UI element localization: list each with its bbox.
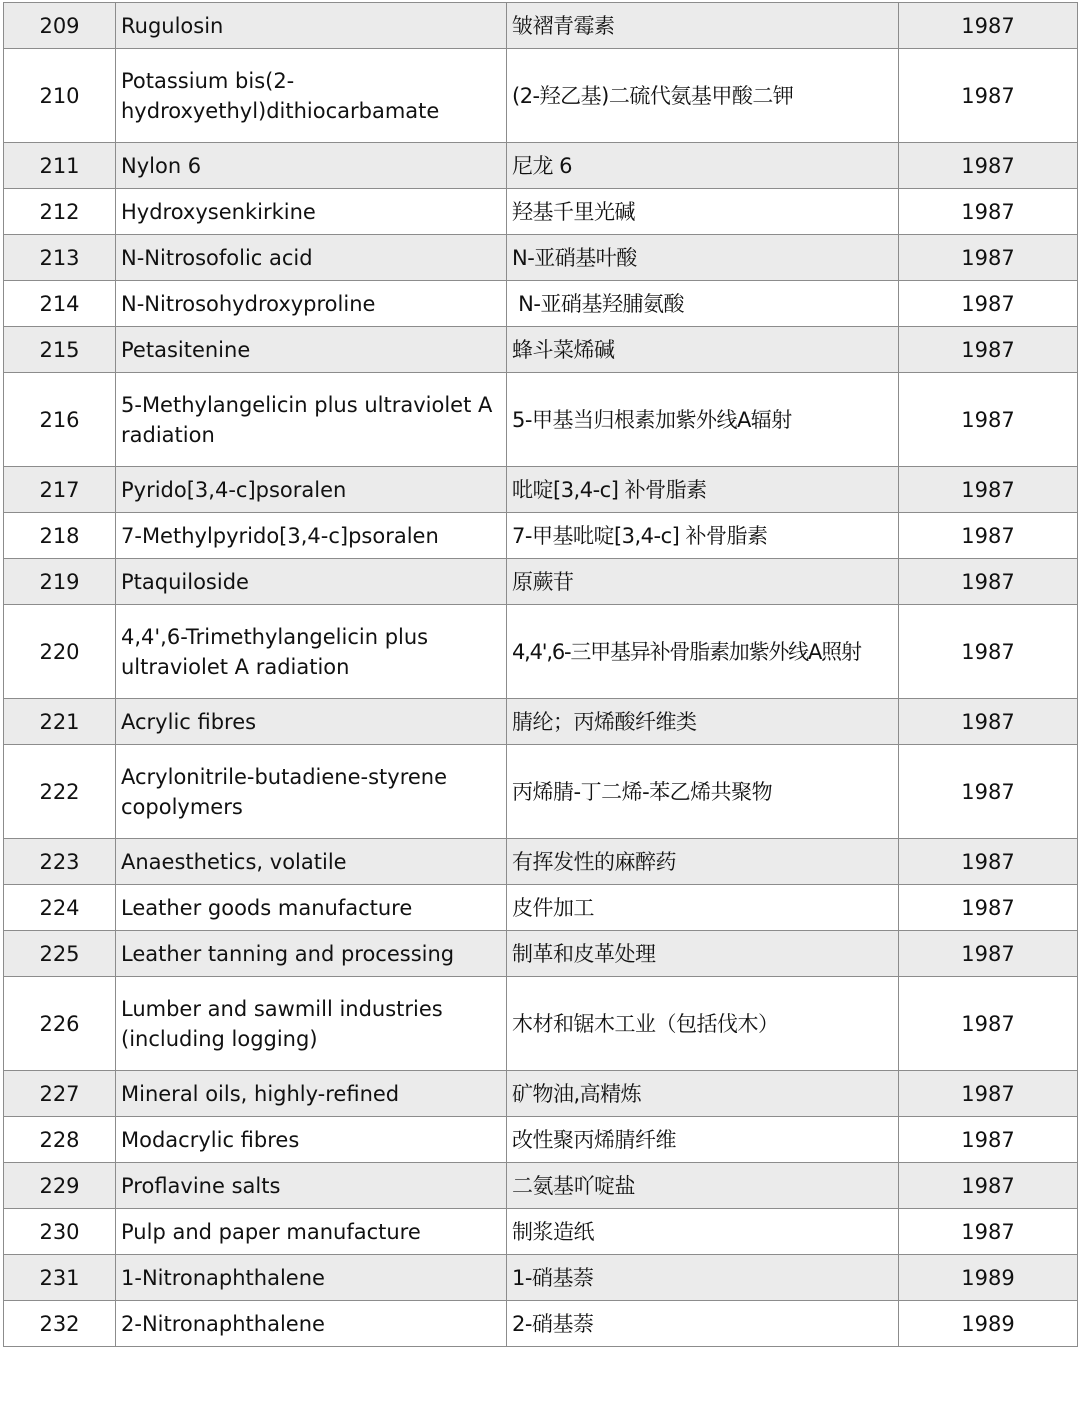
agent-name-en: Hydroxysenkirkine (116, 189, 507, 235)
agent-name-en: Leather tanning and processing (116, 931, 507, 977)
table-row (4, 1071, 1078, 1117)
agent-name-en: 5-Methylangelicin plus ultraviolet A radiation (116, 373, 507, 467)
table-row (4, 745, 1078, 839)
row-number: 224 (4, 885, 116, 931)
row-number: 226 (4, 977, 116, 1071)
year: 1987 (899, 373, 1078, 467)
table-row (4, 1163, 1078, 1209)
agent-name-zh: 丙烯腈-丁二烯-苯乙烯共聚物 (507, 745, 899, 839)
row-number: 232 (4, 1301, 116, 1347)
agent-name-zh: N-亚硝基叶酸 (507, 235, 899, 281)
row-number: 210 (4, 49, 116, 143)
row-number: 219 (4, 559, 116, 605)
row-number: 225 (4, 931, 116, 977)
agent-name-zh: 二氨基吖啶盐 (507, 1163, 899, 1209)
row-number: 214 (4, 281, 116, 327)
year: 1987 (899, 1117, 1078, 1163)
row-number: 211 (4, 143, 116, 189)
agent-name-zh: 木材和锯木工业（包括伐木） (507, 977, 899, 1071)
agent-name-en: Pyrido[3,4-c]psoralen (116, 467, 507, 513)
table-row (4, 3, 1078, 49)
year: 1987 (899, 143, 1078, 189)
table-row (4, 281, 1078, 327)
year: 1987 (899, 1071, 1078, 1117)
year: 1989 (899, 1255, 1078, 1301)
agent-name-zh: 皮件加工 (507, 885, 899, 931)
table-row (4, 1301, 1078, 1347)
agent-name-zh: 原蕨苷 (507, 559, 899, 605)
table-row (4, 467, 1078, 513)
table-row (4, 235, 1078, 281)
year: 1987 (899, 281, 1078, 327)
agent-name-en: Pulp and paper manufacture (116, 1209, 507, 1255)
table-row (4, 885, 1078, 931)
year: 1987 (899, 745, 1078, 839)
table-row (4, 699, 1078, 745)
row-number: 212 (4, 189, 116, 235)
agent-name-zh: 制浆造纸 (507, 1209, 899, 1255)
row-number: 230 (4, 1209, 116, 1255)
table-row (4, 143, 1078, 189)
agent-name-zh: 5-甲基当归根素加紫外线A辐射 (507, 373, 899, 467)
year: 1987 (899, 559, 1078, 605)
year: 1987 (899, 977, 1078, 1071)
row-number: 217 (4, 467, 116, 513)
row-number: 221 (4, 699, 116, 745)
table-row (4, 605, 1078, 699)
table-row (4, 931, 1078, 977)
agent-name-en: Anaesthetics, volatile (116, 839, 507, 885)
agent-name-zh: 改性聚丙烯腈纤维 (507, 1117, 899, 1163)
table-row (4, 49, 1078, 143)
carcinogen-table (3, 2, 1078, 1347)
agent-name-zh: 羟基千里光碱 (507, 189, 899, 235)
year: 1987 (899, 513, 1078, 559)
row-number: 228 (4, 1117, 116, 1163)
year: 1987 (899, 467, 1078, 513)
table-row (4, 1209, 1078, 1255)
year: 1987 (899, 235, 1078, 281)
row-number: 222 (4, 745, 116, 839)
agent-name-zh: 吡啶[3,4-c] 补骨脂素 (507, 467, 899, 513)
agent-name-zh: (2-羟乙基)二硫代氨基甲酸二钾 (507, 49, 899, 143)
agent-name-en: Rugulosin (116, 3, 507, 49)
agent-name-zh: 4,4',6-三甲基异补骨脂素加紫外线A照射 (507, 605, 899, 699)
agent-name-zh: 腈纶；丙烯酸纤维类 (507, 699, 899, 745)
table-row (4, 559, 1078, 605)
year: 1987 (899, 49, 1078, 143)
agent-name-zh: N-亚硝基羟脯氨酸 (507, 281, 899, 327)
agent-name-en: Ptaquiloside (116, 559, 507, 605)
agent-name-en: Leather goods manufacture (116, 885, 507, 931)
table-row (4, 977, 1078, 1071)
agent-name-zh: 皱褶青霉素 (507, 3, 899, 49)
year: 1987 (899, 605, 1078, 699)
agent-name-zh: 制革和皮革处理 (507, 931, 899, 977)
table-row (4, 189, 1078, 235)
agent-name-en: Acrylonitrile-butadiene-styrene copolymers (116, 745, 507, 839)
agent-name-en: Petasitenine (116, 327, 507, 373)
row-number: 209 (4, 3, 116, 49)
row-number: 218 (4, 513, 116, 559)
year: 1987 (899, 189, 1078, 235)
year: 1987 (899, 1163, 1078, 1209)
year: 1987 (899, 885, 1078, 931)
agent-name-en: 1-Nitronaphthalene (116, 1255, 507, 1301)
table-row (4, 373, 1078, 467)
table-row (4, 327, 1078, 373)
row-number: 216 (4, 373, 116, 467)
year: 1987 (899, 327, 1078, 373)
agent-name-en: N-Nitrosofolic acid (116, 235, 507, 281)
row-number: 229 (4, 1163, 116, 1209)
table-row (4, 839, 1078, 885)
row-number: 231 (4, 1255, 116, 1301)
agent-name-zh: 2-硝基萘 (507, 1301, 899, 1347)
year: 1987 (899, 3, 1078, 49)
agent-name-en: Acrylic fibres (116, 699, 507, 745)
table-row (4, 1255, 1078, 1301)
agent-name-en: 4,4',6-Trimethylangelicin plus ultraviolet A radiation (116, 605, 507, 699)
agent-name-en: Nylon 6 (116, 143, 507, 189)
agent-name-en: Potassium bis(2-hydroxyethyl)dithiocarbamate (116, 49, 507, 143)
table-row (4, 1117, 1078, 1163)
agent-name-en: N-Nitrosohydroxyproline (116, 281, 507, 327)
agent-name-zh: 蜂斗菜烯碱 (507, 327, 899, 373)
agent-name-en: Modacrylic fibres (116, 1117, 507, 1163)
agent-name-en: Lumber and sawmill industries (including logging) (116, 977, 507, 1071)
year: 1987 (899, 699, 1078, 745)
year: 1987 (899, 839, 1078, 885)
row-number: 215 (4, 327, 116, 373)
year: 1987 (899, 931, 1078, 977)
agent-name-en: 2-Nitronaphthalene (116, 1301, 507, 1347)
year: 1987 (899, 1209, 1078, 1255)
table-row (4, 513, 1078, 559)
agent-name-zh: 矿物油,高精炼 (507, 1071, 899, 1117)
row-number: 227 (4, 1071, 116, 1117)
row-number: 213 (4, 235, 116, 281)
agent-name-zh: 尼龙 6 (507, 143, 899, 189)
row-number: 220 (4, 605, 116, 699)
agent-name-en: Mineral oils, highly-refined (116, 1071, 507, 1117)
agent-name-zh: 有挥发性的麻醉药 (507, 839, 899, 885)
year: 1989 (899, 1301, 1078, 1347)
agent-name-zh: 1-硝基萘 (507, 1255, 899, 1301)
agent-name-zh: 7-甲基吡啶[3,4-c] 补骨脂素 (507, 513, 899, 559)
row-number: 223 (4, 839, 116, 885)
agent-name-en: Proflavine salts (116, 1163, 507, 1209)
agent-name-en: 7-Methylpyrido[3,4-c]psoralen (116, 513, 507, 559)
